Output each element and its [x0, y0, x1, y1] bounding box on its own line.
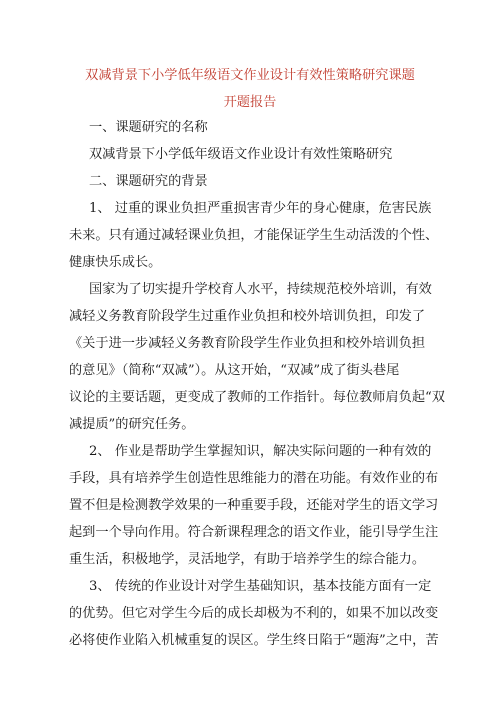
section-heading-background: 二、课题研究的背景: [89, 174, 208, 189]
paragraph-line: 的优势。但它对学生今后的成长却极为不利的，如果不加以改变: [69, 606, 439, 621]
paragraph-line: 重生活，积极地学，灵活地学，有助于培养学生的综合能力。: [69, 552, 426, 567]
paragraph-line: 减轻义务教育阶段学生过重作业负担和校外培训负担，印发了: [69, 309, 426, 324]
paragraph-line: 议论的主要话题，更变成了教师的工作指针。每位教师肩负起“双: [69, 390, 445, 405]
paragraph-line: 国家为了切实提升学校育人水平，持续规范校外培训，有效: [89, 282, 432, 297]
paragraph-line: 《关于进一步减轻义务教育阶段学生作业负担和校外培训负担: [69, 336, 426, 351]
paragraph-line: 2、 作业是帮助学生掌握知识，解决实际问题的一种有效的: [89, 444, 432, 459]
section-heading-name: 一、课题研究的名称: [89, 120, 208, 135]
paragraph-line: 手段，具有培养学生创造性思维能力的潜在功能。有效作业的布: [69, 471, 439, 486]
paragraph-line: 起到一个导向作用。符合新课程理念的语文作业，能引导学生注: [69, 525, 439, 540]
paragraph-line: 未来。只有通过减轻课业负担，才能保证学生生动活泼的个性、: [69, 228, 439, 243]
section-text-name: 双减背景下小学低年级语文作业设计有效性策略研究: [89, 147, 393, 162]
paragraph-line: 置不但是检测教学效果的一种重要手段，还能对学生的语文学习: [69, 498, 439, 513]
document-subtitle: 开题报告: [223, 95, 277, 110]
paragraph-line: 必将使作业陷入机械重复的误区。学生终日陷于“题海”之中，苦: [69, 633, 439, 648]
document-title: 双减背景下小学低年级语文作业设计有效性策略研究课题: [85, 68, 415, 83]
paragraph-line: 3、 传统的作业设计对学生基础知识，基本技能方面有一定: [89, 579, 432, 594]
paragraph-line: 减提质”的研究任务。: [69, 417, 195, 432]
paragraph-line: 的意见》（简称“双减”）。从这开始，“双减”成了街头巷尾: [69, 363, 400, 378]
paragraph-line: 健康快乐成长。: [69, 255, 162, 270]
paragraph-line: 1、 过重的课业负担严重损害青少年的身心健康，危害民族: [89, 201, 432, 216]
